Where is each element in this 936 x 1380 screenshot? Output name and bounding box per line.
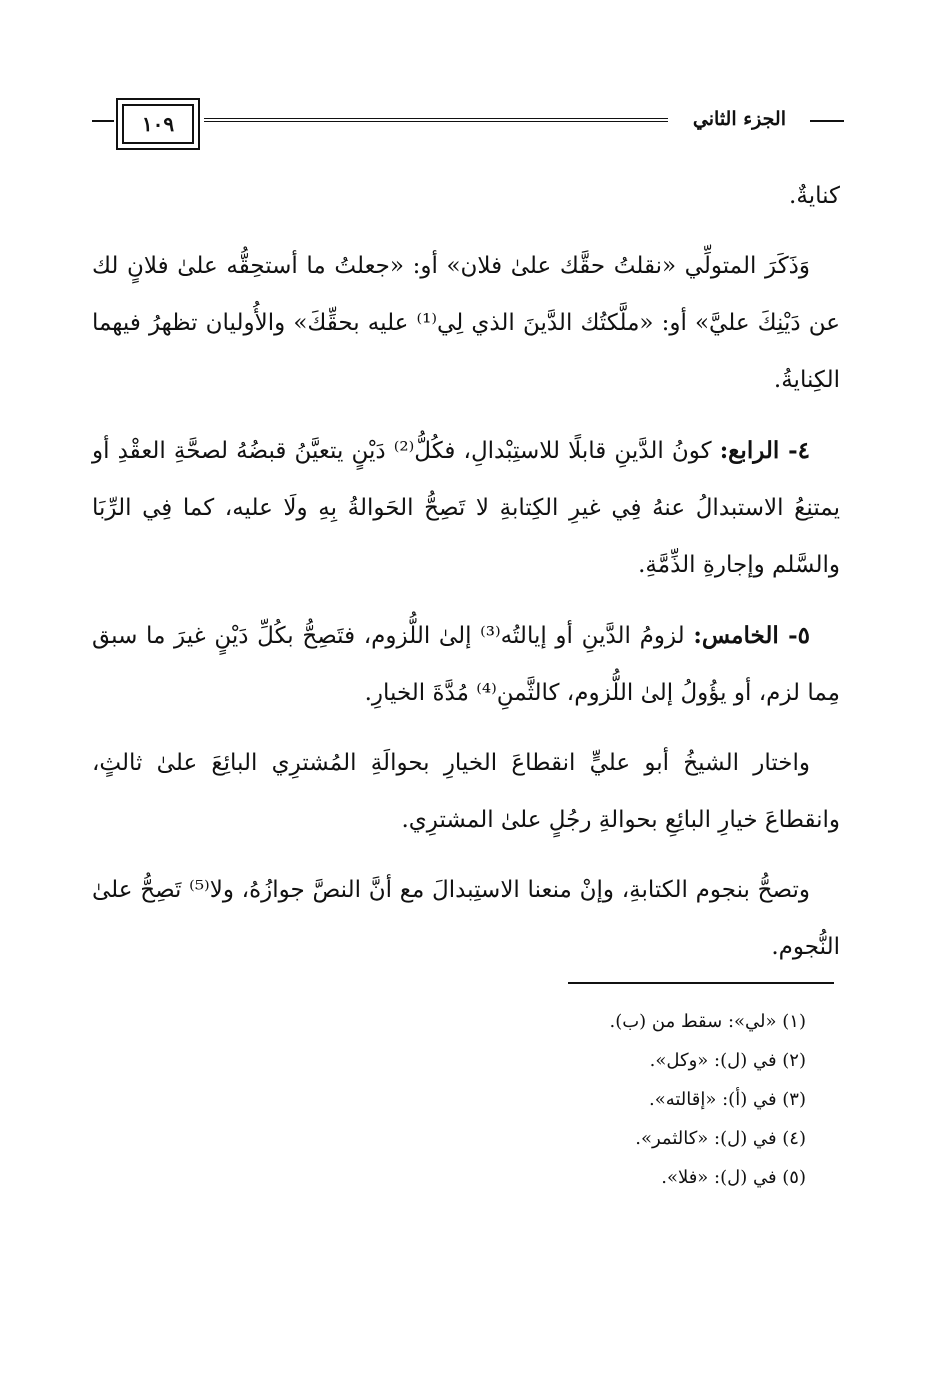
footnote-2: (٢) في (ل): «وكل». [649,1050,806,1071]
paragraph-2-text: كونُ الدَّينِ قابلًا للاستِبْدالِ، فكُلُّ⁽²⁾ دَيْنٍ يتعيَّنُ قبضُهُ لصحَّةِ العقْدِ أو يمتنِعُ الاستبدالُ عنهُ فِي غيرِ الكِتابةِ لا تَصِحُّ الحَوالةُ بِهِ ولَا عليه، كما فِي الرِّبَا والسَّلم وإجارةِ الذِّمَّةِ. [92,438,840,578]
header-rule-middle [204,118,668,122]
running-title: الجزء الثاني [692,108,786,130]
paragraph-2 [92,422,840,594]
footnote-3: (٣) في (أ): «إقالته». [648,1089,806,1110]
paragraph-3-text: لزومُ الدَّينِ أو إيالتُه⁽³⁾ إلىٰ اللُّزوم، فتَصِحُّ بكُلِّ دَيْنٍ غيرَ ما سبق مِما لزم، أو يؤُولُ إلىٰ اللُّزوم، كالثَّمنِ⁽⁴⁾ مُدَّةَ الخيارِ. [92,623,840,706]
paragraph-5: وتصحُّ بنجوم الكتابةِ، وإنْ منعنا الاستِبدالَ مع أنَّ النصَّ جوازُهُ، ولا⁽⁵⁾ تَصِحُّ علىٰ النُّجوم. [92,877,840,960]
page-number: ١٠٩ [122,104,194,144]
footnotes [446,1002,806,1197]
paragraph-0: كنايةٌ. [789,183,840,209]
paragraph-3 [92,607,840,722]
footnote-separator [568,982,834,984]
paragraph-1: وَذَكَرَ المتولِّي «نقلتُ حقَّك علىٰ فلان» أو: «جعلتُ ما أستحِقُّه علىٰ فلانٍ لك عن دَيْنِكَ عليَّ» أو: «ملَّكتُك الدَّينَ الذي لِي⁽¹⁾ عليه بحقِّكَ» والأُوليان تظهرُ فيهما الكِنايةُ. [92,253,840,393]
paragraph-3-heading: ٥- الخامس: [693,622,810,649]
page-header [92,96,844,156]
paragraph-4: واختار الشيخُ أبو عليٍّ انقطاعَ الخيارِ بحوالَةِ المُشترِي البائِعَ علىٰ ثالثٍ، وانقطاعَ خيارِ البائِعِ بحوالةِ رجُلٍ علىٰ المشترِي. [92,750,840,833]
footnote-5: (٥) في (ل): «فلا». [661,1167,806,1188]
footnote-1: (١) «لي»: سقط من (ب). [609,1011,806,1032]
header-rule-left [92,120,114,122]
page-number-box [116,98,200,150]
header-rule-right [810,120,844,122]
main-text [92,168,840,989]
footnote-4: (٤) في (ل): «كالثمر». [635,1128,806,1149]
paragraph-2-heading: ٤- الرابع: [719,437,811,464]
